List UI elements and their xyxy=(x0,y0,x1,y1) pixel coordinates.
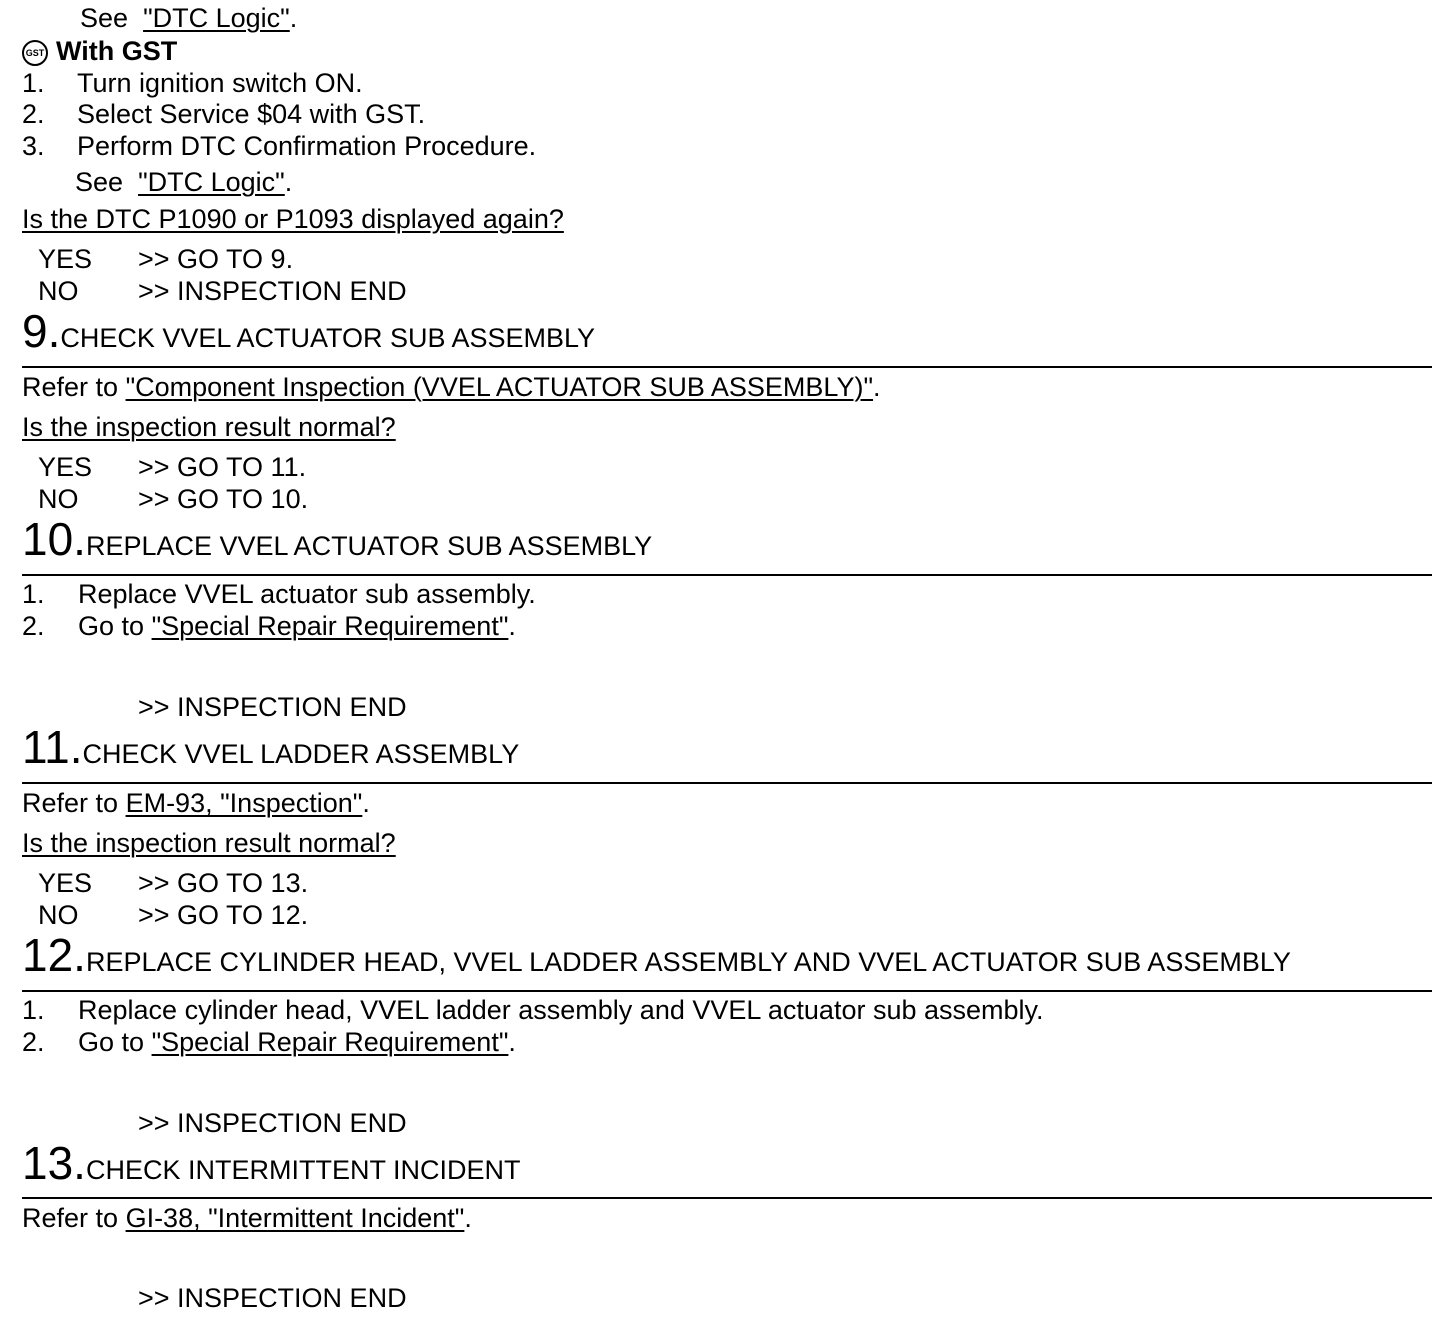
yes-action: >> GO TO 13. xyxy=(138,868,309,898)
gst-yes-row xyxy=(38,243,293,275)
no-action: >> GO TO 12. xyxy=(138,900,309,930)
item-number: 1. xyxy=(22,995,45,1025)
step-10-item-1 xyxy=(22,578,536,610)
step-title: REPLACE CYLINDER HEAD, VVEL LADDER ASSEMBLY AND VVEL ACTUATOR SUB ASSEMBLY xyxy=(85,947,1291,977)
refer-prefix: Refer to xyxy=(22,372,119,402)
special-repair-requirement-link[interactable]: "Special Repair Requirement" xyxy=(151,611,509,641)
item-suffix: . xyxy=(508,1027,516,1057)
step-text: Turn ignition switch ON. xyxy=(77,68,363,98)
step-text: Select Service $04 with GST. xyxy=(77,99,426,129)
inspection-normal-question: Is the inspection result normal? xyxy=(22,412,396,442)
step-number: 2. xyxy=(22,99,45,129)
yes-action: >> GO TO 11. xyxy=(138,452,307,482)
step-number: 10. xyxy=(22,513,86,565)
refer-suffix: . xyxy=(464,1203,472,1233)
yes-action: >> GO TO 9. xyxy=(138,244,294,274)
component-inspection-link[interactable]: "Component Inspection (VVEL ACTUATOR SUB ASSEMBLY)" xyxy=(125,372,874,402)
step-10-item-2 xyxy=(22,610,516,642)
item-number: 1. xyxy=(22,579,45,609)
gst-step-3 xyxy=(22,130,536,162)
no-label: NO xyxy=(38,276,79,306)
gi-38-intermittent-incident-link[interactable]: GI-38, "Intermittent Incident" xyxy=(125,1203,465,1233)
step-9-refer-line xyxy=(22,371,881,403)
see-suffix: . xyxy=(289,3,298,33)
step-title: REPLACE VVEL ACTUATOR SUB ASSEMBLY xyxy=(85,531,653,561)
step-11-refer-line xyxy=(22,787,370,819)
yes-label: YES xyxy=(38,868,93,898)
step-number: 12. xyxy=(22,929,86,981)
item-number: 2. xyxy=(22,1027,45,1057)
item-text: Replace cylinder head, VVEL ladder assembly and VVEL actuator sub assembly. xyxy=(78,995,1044,1025)
step-number: 11. xyxy=(22,721,83,773)
step-title: CHECK VVEL ACTUATOR SUB ASSEMBLY xyxy=(60,323,596,353)
divider xyxy=(22,1197,1432,1199)
with-gst-label: With GST xyxy=(56,36,178,66)
refer-suffix: . xyxy=(362,788,370,818)
step-11-no-row xyxy=(38,899,308,931)
inspection-end: >> INSPECTION END xyxy=(138,692,407,722)
gst-no-row xyxy=(38,275,407,307)
dtc-logic-link[interactable]: "DTC Logic" xyxy=(143,3,290,33)
gst-step-1 xyxy=(22,67,363,99)
refer-prefix: Refer to xyxy=(22,788,119,818)
step-number: 1. xyxy=(22,68,45,98)
with-gst-heading xyxy=(22,35,177,67)
divider xyxy=(22,782,1432,784)
dtc-displayed-question: Is the DTC P1090 or P1093 displayed again? xyxy=(22,204,564,234)
step-number: 13. xyxy=(22,1137,86,1189)
item-prefix: Go to xyxy=(78,611,145,641)
item-suffix: . xyxy=(508,611,516,641)
inspection-normal-question: Is the inspection result normal? xyxy=(22,828,396,858)
step-13-header xyxy=(22,1138,520,1188)
step-9-yes-row xyxy=(38,451,306,483)
step-title: CHECK INTERMITTENT INCIDENT xyxy=(85,1155,521,1185)
step-11-header xyxy=(22,722,519,772)
inspection-end: >> INSPECTION END xyxy=(138,1108,407,1138)
divider xyxy=(22,366,1432,368)
no-action: >> INSPECTION END xyxy=(138,276,407,306)
step-12-item-2 xyxy=(22,1026,516,1058)
step-9-header xyxy=(22,306,595,356)
divider xyxy=(22,990,1432,992)
see-prefix: See xyxy=(75,167,124,197)
em-93-inspection-link[interactable]: EM-93, "Inspection" xyxy=(125,788,363,818)
item-text: Replace VVEL actuator sub assembly. xyxy=(78,579,536,609)
step-12-header xyxy=(22,930,1291,980)
step-11-yes-row xyxy=(38,867,308,899)
yes-label: YES xyxy=(38,244,93,274)
item-prefix: Go to xyxy=(78,1027,145,1057)
special-repair-requirement-link[interactable]: "Special Repair Requirement" xyxy=(151,1027,509,1057)
divider xyxy=(22,574,1432,576)
gst-see-dtc-logic-line xyxy=(75,166,292,198)
refer-prefix: Refer to xyxy=(22,1203,119,1233)
step-number: 9. xyxy=(22,305,61,357)
no-label: NO xyxy=(38,484,79,514)
item-number: 2. xyxy=(22,611,45,641)
step-12-item-1 xyxy=(22,994,1044,1026)
refer-suffix: . xyxy=(873,372,881,402)
step-number: 3. xyxy=(22,131,45,161)
step-title: CHECK VVEL LADDER ASSEMBLY xyxy=(82,739,520,769)
inspection-end: >> INSPECTION END xyxy=(138,1283,407,1313)
gst-tool-icon: GST xyxy=(22,40,48,66)
no-action: >> GO TO 10. xyxy=(138,484,309,514)
see-prefix: See xyxy=(80,3,129,33)
see-dtc-logic-line xyxy=(80,2,297,34)
step-13-refer-line xyxy=(22,1202,472,1234)
see-suffix: . xyxy=(284,167,293,197)
step-text: Perform DTC Confirmation Procedure. xyxy=(77,131,537,161)
no-label: NO xyxy=(38,900,79,930)
gst-step-2 xyxy=(22,98,425,130)
dtc-logic-link[interactable]: "DTC Logic" xyxy=(138,167,285,197)
step-10-header xyxy=(22,514,652,564)
yes-label: YES xyxy=(38,452,93,482)
step-9-no-row xyxy=(38,483,308,515)
